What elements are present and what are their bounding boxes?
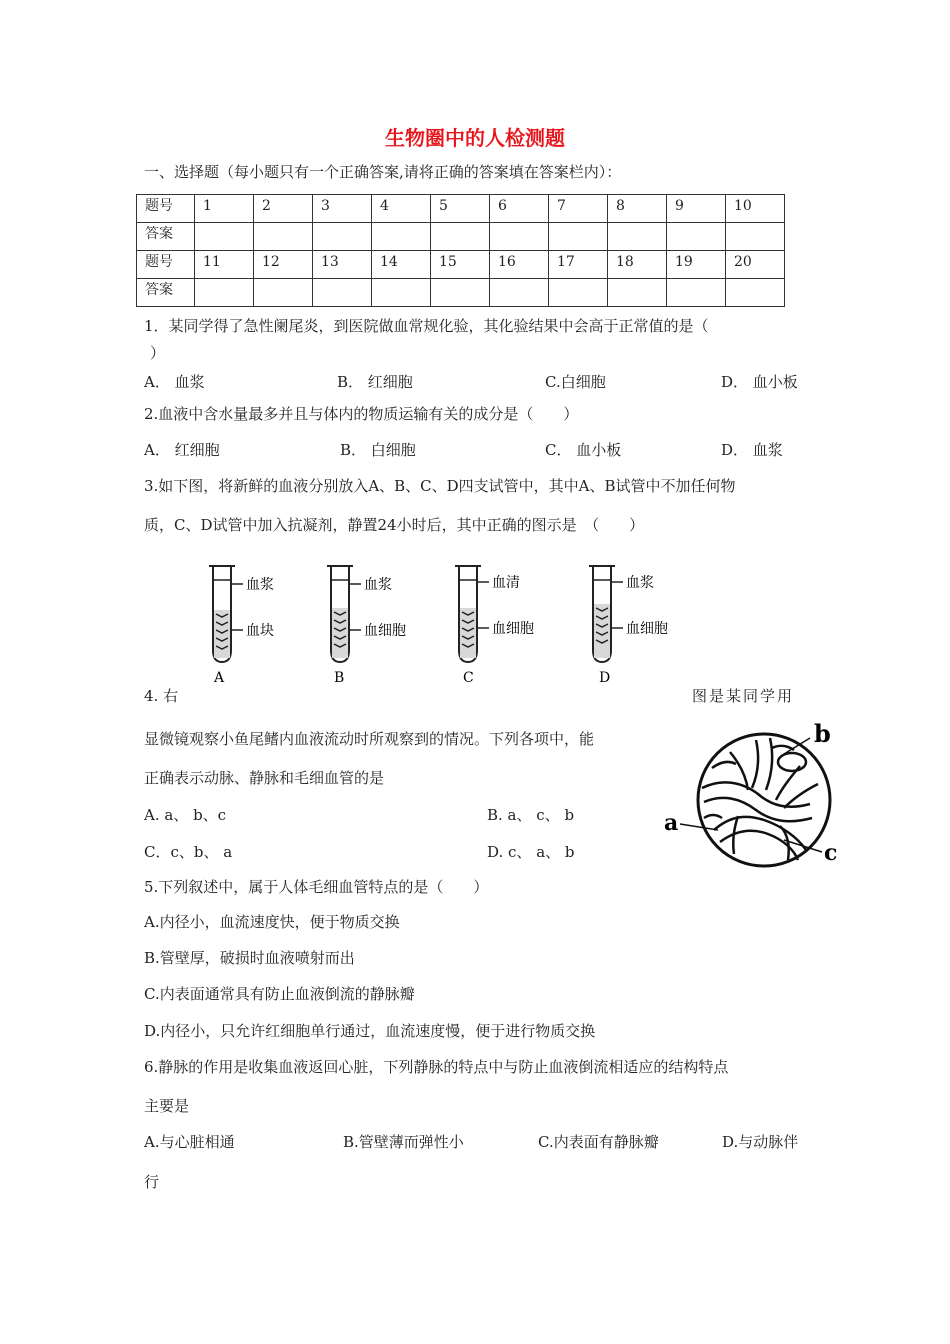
question-1-stem: 1．某同学得了急性阑尾炎，到医院做血常规化验，其化验结果中会高于正常值的是（ xyxy=(144,317,709,335)
question-6-option-d-wrap: 行 xyxy=(144,1173,160,1191)
table-row xyxy=(137,279,785,307)
table-cell: 16 xyxy=(490,251,549,279)
question-1-option-b: B． 红细胞 xyxy=(337,373,413,391)
answer-cell[interactable] xyxy=(726,279,785,307)
table-cell: 15 xyxy=(431,251,490,279)
question-2-option-c: C． 血小板 xyxy=(545,441,622,459)
table-cell: 10 xyxy=(726,195,785,223)
answer-cell[interactable] xyxy=(431,279,490,307)
test-tube-c xyxy=(455,566,489,662)
question-1-option-d: D． 血小板 xyxy=(721,373,798,391)
answer-cell[interactable] xyxy=(608,223,667,251)
question-1-option-c: C.白细胞 xyxy=(545,373,606,391)
answer-cell[interactable] xyxy=(608,279,667,307)
question-2-option-d: D． 血浆 xyxy=(721,441,783,459)
question-1-option-a: A． 血浆 xyxy=(144,373,205,391)
label-c: c xyxy=(824,840,838,866)
question-1-stem-end: ） xyxy=(150,344,166,362)
answer-cell[interactable] xyxy=(490,279,549,307)
table-cell: 12 xyxy=(254,251,313,279)
table-row xyxy=(137,251,785,279)
tube-a-top-label: 血浆 xyxy=(246,577,274,593)
test-tube-b xyxy=(327,566,361,662)
answer-cell[interactable] xyxy=(195,223,254,251)
question-6-option-c: C.内表面有静脉瓣 xyxy=(538,1133,659,1151)
table-cell: 3 xyxy=(313,195,372,223)
tube-c-letter: C xyxy=(463,670,474,686)
question-5-stem: 5.下列叙述中，属于人体毛细血管特点的是（ ） xyxy=(144,878,489,896)
table-cell: 11 xyxy=(195,251,254,279)
table-cell: 1 xyxy=(195,195,254,223)
question-5-option-b: B.管壁厚，破损时血液喷射而出 xyxy=(144,949,355,967)
tube-d-letter: D xyxy=(599,670,611,686)
tube-b-letter: B xyxy=(334,670,345,686)
answer-cell[interactable] xyxy=(490,223,549,251)
table-row xyxy=(137,195,785,223)
table-cell: 7 xyxy=(549,195,608,223)
table-cell: 17 xyxy=(549,251,608,279)
question-4-stem-right: 图是某同学用 xyxy=(692,687,795,705)
test-tubes-figure xyxy=(195,558,695,688)
table-cell: 题号 xyxy=(137,251,195,279)
tube-c-bottom-label: 血细胞 xyxy=(492,621,534,637)
answer-cell[interactable] xyxy=(549,279,608,307)
tube-d-bottom-label: 血细胞 xyxy=(626,621,668,637)
microscope-blood-vessel-figure xyxy=(660,718,850,873)
question-3-stem-end: 质，C、D试管中加入抗凝剂，静置24小时后，其中正确的图示是 （ ） xyxy=(144,516,645,534)
tube-b-top-label: 血浆 xyxy=(364,577,392,593)
question-4-option-b: B. a、 c、 b xyxy=(487,806,575,824)
table-cell: 13 xyxy=(313,251,372,279)
table-cell: 4 xyxy=(372,195,431,223)
question-5-option-a: A.内径小，血流速度快，便于物质交换 xyxy=(144,913,400,931)
tube-a-bottom-label: 血块 xyxy=(246,623,274,639)
answer-cell[interactable] xyxy=(431,223,490,251)
question-4-stem: 4. 右 xyxy=(144,687,179,705)
answer-cell[interactable] xyxy=(726,223,785,251)
label-a: a xyxy=(664,810,679,836)
answer-cell[interactable] xyxy=(313,223,372,251)
question-2-option-a: A． 红细胞 xyxy=(144,441,220,459)
section-heading: 一、选择题（每小题只有一个正确答案,请将正确的答案填在答案栏内）： xyxy=(144,163,622,181)
table-cell: 9 xyxy=(667,195,726,223)
table-cell: 6 xyxy=(490,195,549,223)
table-cell: 2 xyxy=(254,195,313,223)
table-cell: 20 xyxy=(726,251,785,279)
table-cell: 18 xyxy=(608,251,667,279)
answer-cell[interactable] xyxy=(549,223,608,251)
answer-cell[interactable] xyxy=(667,223,726,251)
answer-table xyxy=(136,194,785,307)
answer-cell[interactable] xyxy=(254,223,313,251)
question-6-option-a: A.与心脏相通 xyxy=(144,1133,235,1151)
question-4-option-d: D. c、 a、 b xyxy=(487,843,575,861)
table-cell: 答案 xyxy=(137,223,195,251)
answer-cell[interactable] xyxy=(667,279,726,307)
answer-cell[interactable] xyxy=(254,279,313,307)
question-4-stem-3: 正确表示动脉、静脉和毛细血管的是 xyxy=(144,769,385,787)
question-6-stem-end: 主要是 xyxy=(144,1097,190,1115)
answer-cell[interactable] xyxy=(372,279,431,307)
tube-c-top-label: 血清 xyxy=(492,575,520,591)
label-b: b xyxy=(814,719,831,748)
table-cell: 答案 xyxy=(137,279,195,307)
table-cell: 题号 xyxy=(137,195,195,223)
question-5-option-c: C.内表面通常具有防止血液倒流的静脉瓣 xyxy=(144,985,415,1003)
tube-a-letter: A xyxy=(214,670,225,686)
question-6-option-b: B.管壁薄而弹性小 xyxy=(343,1133,464,1151)
question-3-stem: 3.如下图，将新鲜的血液分别放入A、B、C、D四支试管中，其中A、B试管中不加任何物 xyxy=(144,477,736,495)
question-2-option-b: B． 白细胞 xyxy=(340,441,416,459)
answer-cell[interactable] xyxy=(195,279,254,307)
tube-b-bottom-label: 血细胞 xyxy=(364,623,406,639)
test-tube-d xyxy=(589,566,623,662)
question-4-option-c: C．c、b、 a xyxy=(144,843,233,861)
question-6-stem: 6.静脉的作用是收集血液返回心脏，下列静脉的特点中与防止血液倒流相适应的结构特点 xyxy=(144,1058,729,1076)
question-6-option-d: D.与动脉伴 xyxy=(722,1133,799,1151)
question-5-option-d: D.内径小，只允许红细胞单行通过，血流速度慢，便于进行物质交换 xyxy=(144,1022,596,1040)
table-cell: 5 xyxy=(431,195,490,223)
table-cell: 14 xyxy=(372,251,431,279)
table-cell: 8 xyxy=(608,195,667,223)
page-title: 生物圈中的人检测题 xyxy=(385,126,565,150)
question-2-stem: 2.血液中含水量最多并且与体内的物质运输有关的成分是（ ） xyxy=(144,405,579,423)
answer-cell[interactable] xyxy=(372,223,431,251)
question-4-stem-2: 显微镜观察小鱼尾鳍内血液流动时所观察到的情况。下列各项中，能 xyxy=(144,730,595,748)
table-cell: 19 xyxy=(667,251,726,279)
tube-d-top-label: 血浆 xyxy=(626,575,654,591)
test-tube-a xyxy=(209,566,243,662)
answer-cell[interactable] xyxy=(313,279,372,307)
table-row xyxy=(137,223,785,251)
question-4-option-a: A. a、 b、c xyxy=(144,806,227,824)
